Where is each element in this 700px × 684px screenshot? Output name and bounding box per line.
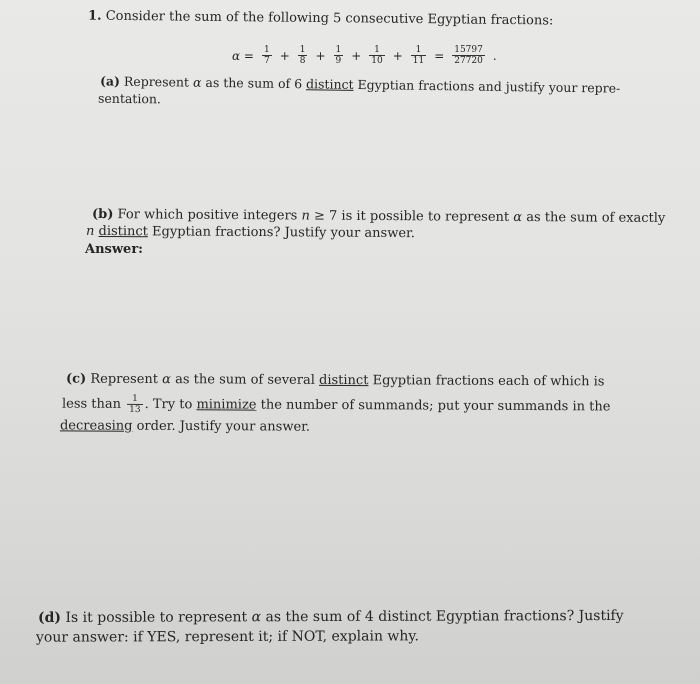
problem-intro: [88, 10, 553, 29]
text-span: For which positive integers: [117, 207, 298, 224]
fraction-result: $\frac{15797}{27720}$: [454, 45, 483, 66]
fraction-1-13: $\frac{1}{13}$: [127, 394, 143, 415]
fraction-1-11: $\frac{1}{11}$: [412, 45, 425, 66]
text-span: as the sum of 4 distinct Egyptian fractions? Justify: [265, 607, 624, 626]
text-span: Egyptian fractions? Justify your answer.: [152, 224, 416, 242]
text-span: . Try to: [144, 396, 193, 413]
alpha-symbol: α: [192, 74, 202, 90]
part-b-label: (b): [91, 206, 114, 223]
text-span: order. Justify your answer.: [136, 418, 311, 435]
fraction-1-10: $\frac{1}{10}$: [371, 45, 383, 66]
text-span: less than: [61, 396, 122, 412]
n-symbol: n: [85, 223, 95, 239]
fraction-1-9: $\frac{1}{9}$: [335, 45, 342, 66]
part-a-line1: [100, 74, 621, 95]
equals-sign: =: [434, 48, 445, 63]
text-span: Is it possible to represent: [65, 609, 248, 626]
part-c-line2: [62, 394, 611, 418]
plus-sign: +: [392, 48, 403, 63]
part-c-line3: [60, 419, 310, 434]
equation-lhs: α =: [232, 48, 254, 63]
text-span: the number of summands; put your summands in the: [260, 397, 611, 415]
fraction-1-8: $\frac{1}{8}$: [299, 45, 306, 66]
underlined-word: distinct: [98, 223, 148, 240]
underlined-word: distinct: [305, 76, 354, 92]
underlined-word: decreasing: [59, 418, 133, 434]
fraction-1-7: $\frac{1}{7}$: [263, 45, 270, 66]
text-span: Egyptian fractions each of which is: [372, 373, 605, 390]
text-span: Egyptian fractions and justify your repre-: [357, 76, 621, 96]
text-span: as the sum of 6: [205, 74, 303, 92]
part-d-label: (d): [37, 609, 62, 627]
underlined-word: distinct: [318, 372, 369, 389]
alpha-symbol: α: [251, 609, 262, 626]
text-span: as the sum of several: [175, 372, 315, 388]
underlined-word: minimize: [196, 397, 257, 413]
text-span: is it possible to represent: [341, 208, 510, 225]
plus-sign: +: [279, 48, 290, 63]
text-span: Represent: [123, 73, 190, 90]
part-b-line2: [86, 225, 415, 241]
alpha-symbol: α: [513, 209, 523, 226]
plus-sign: +: [315, 48, 326, 63]
problem-number: 1.: [87, 8, 102, 24]
part-c-label: (c): [65, 371, 87, 387]
alpha-symbol: α: [162, 372, 172, 388]
problem-intro-text: Consider the sum of the following 5 consecutive Egyptian fractions:: [105, 8, 554, 29]
text-span: Represent: [90, 371, 159, 388]
text-span: as the sum of exactly: [526, 210, 666, 227]
part-a-line2: sentation.: [97, 90, 162, 107]
equation-period: .: [492, 48, 497, 63]
plus-sign: +: [351, 48, 362, 63]
part-c-line1: [66, 373, 605, 390]
part-b-line1: [92, 208, 665, 226]
part-a-label: (a): [99, 73, 121, 89]
alpha-equation: [230, 45, 499, 66]
answer-label: Answer:: [85, 242, 143, 257]
part-d-line1: [38, 609, 624, 625]
part-d-line2: your answer: if YES, represent it; if NOT, explain why.: [35, 628, 419, 646]
n-symbol: n: [301, 208, 310, 224]
text-span: ≥ 7: [313, 208, 338, 224]
